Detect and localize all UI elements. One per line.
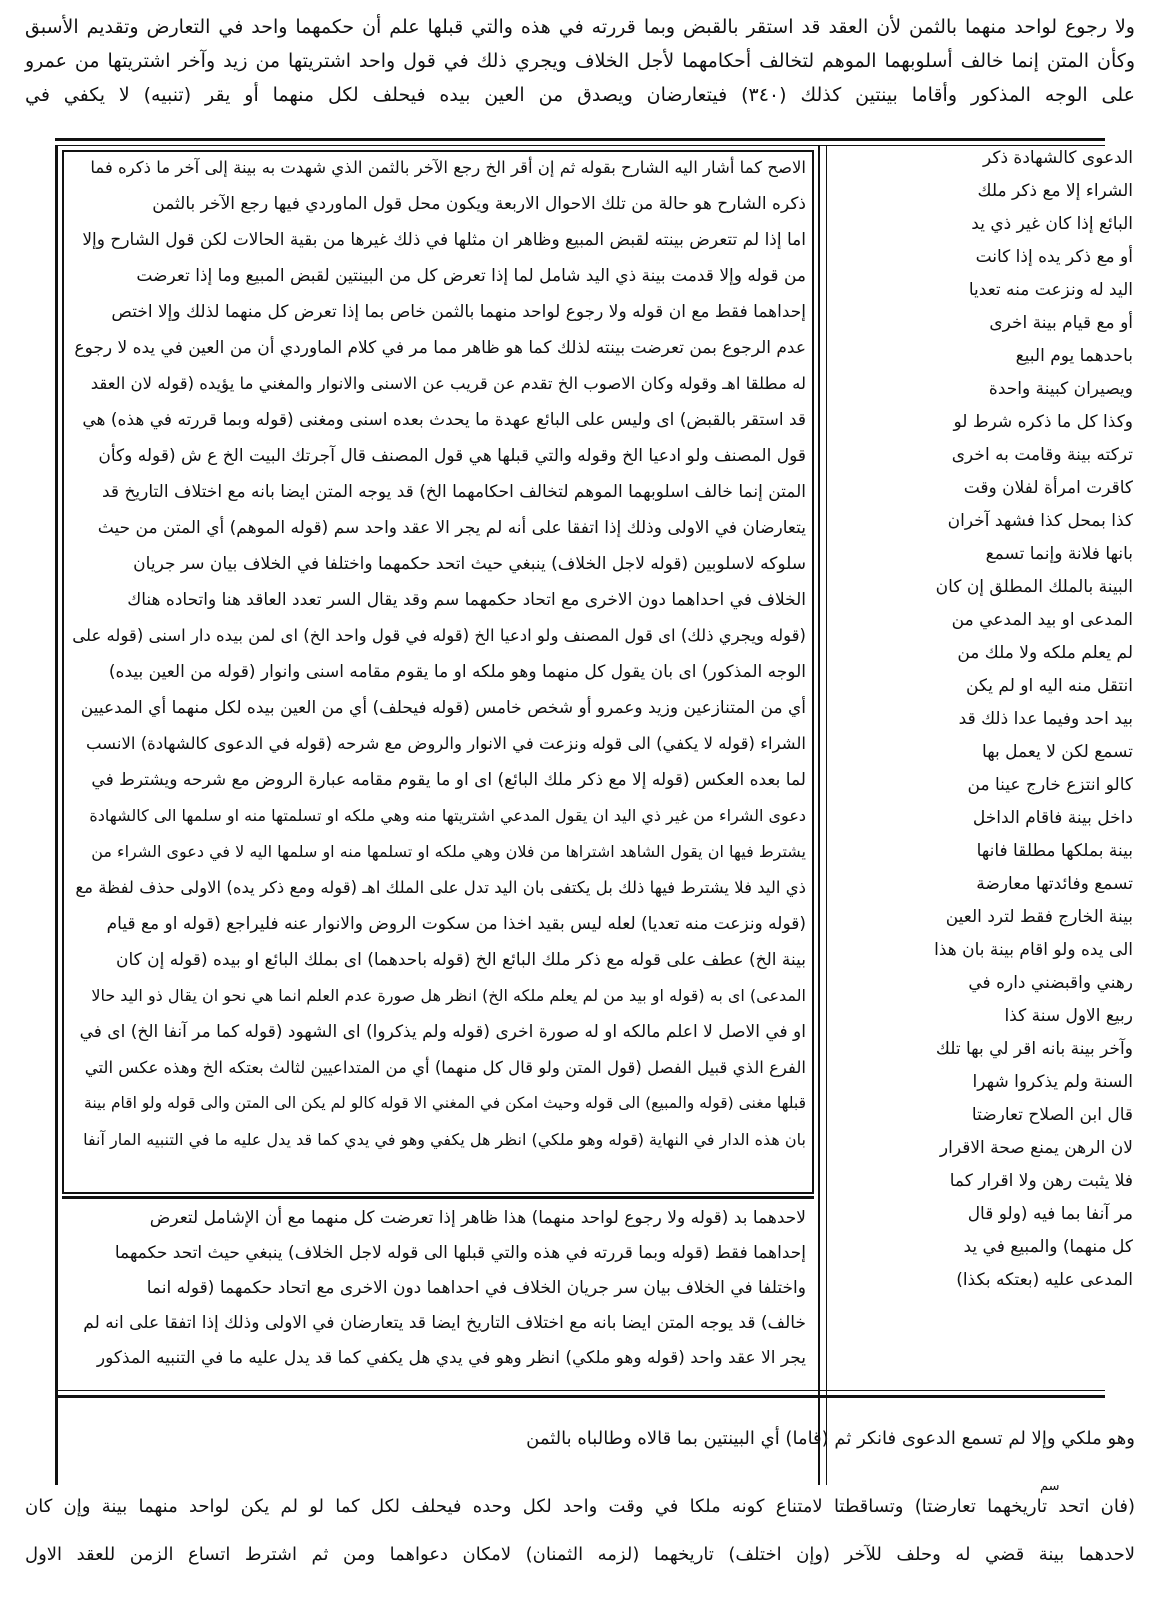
box-top-rule	[62, 1196, 814, 1199]
main-text-line: البينة بالملك المطلق إن كان	[935, 577, 1133, 597]
main-text-line: بانها فلانة وإنما تسمع	[985, 544, 1133, 564]
gloss-line: يجر الا عقد واحد (قوله وهو ملكي) انظر وهو في يدي هل يكفي كما قد يدل عليه ما في التنبيه المذكور	[96, 1348, 806, 1368]
top-line: على الوجه المذكور وأقاما بينتين كذلك (٣٤٠) فيتعارضان ويصدق من العين بيده فيحلف لكل منهما أو يقر (تنبيه) لا يكفي في	[25, 84, 1135, 106]
commentary-line: من قوله وإلا قدمت بينة ذي اليد شامل لما إذا تعرض كل من البينتين لقبض المبيع وما إذا تعرضت	[136, 266, 806, 286]
main-text-line: أو مع قيام بينة اخرى	[989, 313, 1133, 333]
gloss-line: خالف) قد يوجه المتن ايضا بانه مع اختلاف التاريخ ايضا قد يتعارضان في الاولى وذلك إذا اتفقا على انه لم	[83, 1313, 806, 1333]
commentary-line: الاصح كما أشار اليه الشارح بقوله ثم إن أقر الخ رجع الآخر بالثمن الذي شهدت به بينة إلى آخر ما ذكره فما	[90, 158, 806, 177]
commentary-line: الشراء (قوله لا يكفي) الى قوله ونزعت في الانوار والروض مع شرحه (قوله في الدعوى كالشهادة) الانسب	[85, 734, 806, 753]
main-text-line: اليد له ونزعت منه تعديا	[968, 280, 1133, 300]
main-text-line: كاقرت امرأة لفلان وقت	[963, 478, 1133, 498]
main-text-line: الى يده ولو اقام بينة بان هذا	[934, 940, 1133, 960]
main-text-line: بينة بملكها مطلقا فانها	[976, 841, 1133, 861]
commentary-line: بينة الخ) عطف على قوله مع ذكر ملك البائع الخ (قوله باحدهما) اى بملك البائع او بيده (قوله إن كان	[116, 950, 806, 970]
top-line: وكأن المتن إنما خالف أسلوبهما الموهم لتخالف أحكامهما لأجل الخلاف ويجري ذلك في قول واحد اشتريتها من زيد وآخر اشتريتها من عمرو	[25, 50, 1135, 72]
main-text-line: كل منهما) والمبيع في يد	[963, 1237, 1133, 1257]
main-text-line: السنة ولم يذكروا شهرا	[972, 1072, 1133, 1092]
commentary-line: يتعارضان في الاولى وذلك إذا اتفقا على أنه لم يجر الا عقد واحد سم (قوله الموهم) أي المتن من حيث	[97, 518, 806, 538]
commentary-line: يشترط فيها ان يقول الشاهد اشتراها من فلان وهي ملكه او تسلمها منه او سلمها اليه لا في دعوى الشراء من	[91, 842, 806, 861]
commentary-line: (قوله ونزعت منه تعديا) لعله ليس بقيد اخذا من سكوت الروض والانوار عنه فليراجع (قوله او مع قيام	[106, 914, 806, 934]
gloss-line: إحداهما فقط (قوله وبما قررته في هذه والتي قبلها الى قوله لاجل الخلاف) ينبغي حيث اتحد حكمهما	[114, 1243, 806, 1263]
bottom-line: (فان اتحد تاريخهما تعارضتا) وتساقطتا لامتناع كونه ملكا في وقت واحد لكل وحده فيحلف لكل كما لو لم يكن لواحد منهما بينة وإن كان	[25, 1496, 1135, 1517]
main-text-line: البائع إذا كان غير ذي يد	[971, 214, 1133, 234]
main-text-line: رهني واقبضني داره في	[968, 973, 1133, 993]
gloss-line: لاحدهما بد (قوله ولا رجوع لواحد منهما) هذا ظاهر إذا تعرضت كل منهما مع أن الإشامل لتعرض	[149, 1208, 806, 1228]
commentary-line: قد استقر بالقبض) اى وليس على البائع عهدة ما يحدث بعده اسنى ومغنى (قوله وبما قررته في هذه) هي	[82, 410, 806, 430]
top-rule	[55, 138, 1105, 141]
main-text-line: داخل بينة فاقام الداخل	[972, 808, 1133, 828]
column-divider-rule-thin	[826, 145, 827, 1485]
main-text-line: وكذا كل ما ذكره شرط لو	[953, 412, 1133, 432]
bottom-line: لاحدهما بينة قضي له وحلف للآخر (وإن اختلف) تاريخهما (لزمه الثمنان) لامكان دعواهما ومن ثم اشترط اتساع الزمن للعقد الاول	[25, 1544, 1135, 1565]
main-text-line: قال ابن الصلاح تعارضتا	[971, 1105, 1133, 1125]
commentary-line: بان هذه الدار في النهاية (قوله وهو ملكي) انظر هل يكفي وهو في يدي كما قد يدل عليه ما في التنبيه المار آنفا	[83, 1130, 806, 1149]
marginal-mark: سم	[1040, 1479, 1060, 1494]
top-rule-thin	[55, 145, 1105, 146]
main-text-line: انتقل منه اليه او لم يكن	[965, 676, 1133, 696]
commentary-line: قول المصنف ولو ادعيا الخ وقوله والتي قبلها هي قول المصنف قال آجرتك البيت الخ ع ش (قوله وكأن	[98, 446, 806, 466]
bottom-rule	[55, 1395, 1105, 1398]
main-text-line: لان الرهن يمنع صحة الاقرار	[939, 1138, 1133, 1158]
main-text-line: تسمع وفائدتها معارضة	[976, 874, 1133, 894]
commentary-line: ذي اليد فلا يشترط فيها ذلك بل يكتفى بان اليد تدل على الملك اهـ (قوله ومع ذكر يده) الاولى حذف لفظة مع	[75, 878, 806, 897]
commentary-line: الخلاف في احداهما دون الاخرى مع اتحاد حكمهما سم وقد يقال السر تعدد العاقد هنا واتحاده هناك	[127, 590, 806, 610]
main-text-line: كالو انتزع خارج عينا من	[967, 775, 1133, 795]
left-frame-rule	[55, 145, 58, 1485]
main-text-line: تركته بينة وقامت به اخرى	[951, 445, 1133, 465]
commentary-line: المتن إنما خالف اسلوبهما الموهم لتخالف احكامهما الخ) قد يوجه المتن ايضا بانه مع اختلاف التاريخ قد	[101, 482, 806, 502]
commentary-line: قبلها مغنى (قوله والمبيع) الى قوله وحيث امكن في المغني الا قوله كالو لم يكن الى المتن والى قوله ولو اقام بينة	[84, 1094, 806, 1112]
main-text-line: بينة الخارج فقط لترد العين	[945, 907, 1133, 927]
main-text-line: باحدهما يوم البيع	[1015, 346, 1133, 366]
commentary-line: الوجه المذكور) اى بان يقول كل منهما وهو ملكه او ما يقوم مقامه اسنى وانوار (قوله من العين بيده)	[108, 662, 806, 682]
main-text-line: لم يعلم ملكه ولا ملك من	[957, 643, 1133, 663]
column-divider-rule	[818, 145, 820, 1485]
main-text-line: بيد احد وفيما عدا ذلك قد	[958, 709, 1133, 729]
main-text-line: المدعى او بيد المدعي من	[951, 610, 1133, 630]
main-text-line: فلا يثبت رهن ولا اقرار كما	[949, 1171, 1133, 1191]
commentary-line: سلوكه لاسلوبين (قوله لاجل الخلاف) ينبغي حيث اتحد حكمهما واختلفا في الخلاف بيان سر جريان	[133, 554, 806, 574]
commentary-line: إحداهما فقط مع ان قوله ولا رجوع لواحد منهما بالثمن خاص بما إذا تعرض كل منهما لذلك وإلا اختص	[111, 302, 806, 322]
top-line: ولا رجوع لواحد منهما بالثمن لأن العقد قد استقر بالقبض وبما قررته في هذه والتي قبلها علم أن حكمهما واحد في التعارض وتقديم الأسبق	[25, 16, 1135, 38]
main-text-line: كذا بمحل كذا فشهد آخران	[947, 511, 1133, 531]
main-text-line: الشراء إلا مع ذكر ملك	[977, 181, 1133, 201]
main-text-line: ربيع الاول سنة كذا	[1004, 1006, 1133, 1026]
commentary-line: أي من المتنازعين وزيد وعمرو أو شخص خامس (قوله فيحلف) أي من العين بيده لكل منهما أي المدعيين	[80, 698, 806, 718]
main-text-line: أو مع ذكر يده إذا كانت	[975, 247, 1133, 267]
main-text-line: الدعوى كالشهادة ذكر	[982, 148, 1133, 168]
commentary-line: الفرع الذي قبيل الفصل (قول المتن ولو قال كل منهما) أي من المتداعيين لثالث بعتكه الخ وهذه عكس التي	[84, 1058, 806, 1077]
main-text-line: مر آنفا بما فيه (ولو قال	[967, 1204, 1133, 1224]
bottom-rule-thin	[55, 1390, 1105, 1391]
commentary-line: دعوى الشراء من غير ذي اليد ان يقول المدعي اشتريتها منه وهي ملكه او تسلمتها منه او سلمها الى كالشهادة	[89, 806, 806, 825]
commentary-line: عدم الرجوع بمن تعرضت بينته لذلك كما هو ظاهر مما مر في كلام الماوردي أن من العين في يده لا رجوع	[74, 338, 806, 358]
commentary-line: او في الاصل لا اعلم مالكه او له صورة اخرى (قوله ولم يذكروا) اى الشهود (قوله كما مر آنفا الخ) اى في	[79, 1022, 806, 1042]
main-text-line: ويصيران كبينة واحدة	[988, 379, 1133, 399]
bottom-line: وهو ملكي وإلا لم تسمع الدعوى فانكر ثم (قاما) أي البينتين بما قالاه وطالباه بالثمن	[526, 1428, 1135, 1449]
commentary-line: له مطلقا اهـ وقوله وكان الاصوب الخ تقدم عن قريب عن الاسنى والانوار والمغني ما يؤيده (قوله لان العقد	[90, 374, 806, 393]
commentary-line: (قوله ويجري ذلك) اى قول المصنف ولو ادعيا الخ (قوله في قول واحد الخ) اى لمن بيده دار اسنى (قوله على	[72, 626, 806, 645]
commentary-line: لما بعده العكس (قوله إلا مع ذكر ملك البائع) اى او ما يقوم مقامه عبارة الروض مع شرحه ويشترط في	[91, 770, 806, 790]
commentary-line: المدعى) اى به (قوله او بيد من لم يعلم ملكه الخ) انظر هل صورة عدم العلم انما هي نحو ان يقال ذو اليد حالا	[91, 986, 806, 1005]
main-text-line: وآخر بينة بانه اقر لي بها تلك	[935, 1039, 1133, 1059]
commentary-line: ذكره الشارح هو حالة من تلك الاحوال الاربعة ويكون محل قول الماوردي فيها رجع الآخر بالثمن	[152, 194, 806, 214]
main-text-line: تسمع لكن لا يعمل بها	[982, 742, 1133, 762]
main-text-line: المدعى عليه (بعتكه بكذا)	[956, 1270, 1133, 1290]
commentary-line: اما إذا لم تتعرض بينته لقبض المبيع وظاهر ان مثلها في ذلك غيرها من بقية الحالات لكن قول الشارح وإلا	[82, 230, 806, 250]
gloss-line: واختلفا في الخلاف بيان سر جريان الخلاف في احداهما دون الاخرى مع اتحاد حكمهما (قوله انما	[146, 1278, 806, 1298]
